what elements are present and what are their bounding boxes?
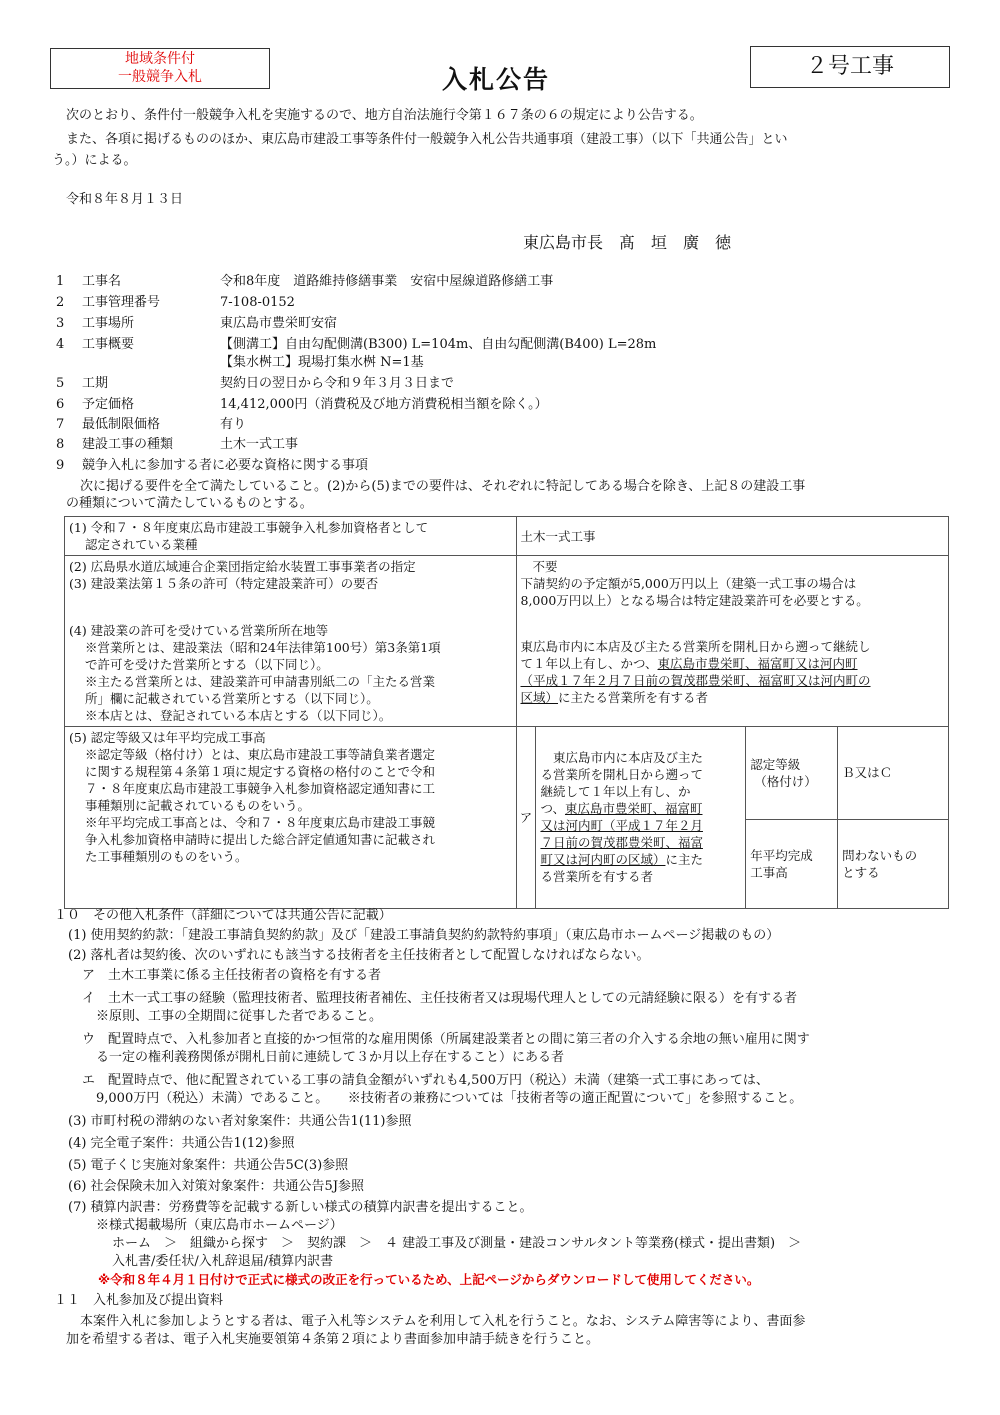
section10-line: 9,000万円（税込）未満）であること。 ※技術者の兼務については「技術者等の適正配置について」を参照すること。 [96, 1091, 803, 1106]
section9-text-1: 次に掲げる要件を全て満たしていること。(2)から(5)までの要件は、それぞれに特記してある場合を除き、上記８の建設工事 [80, 479, 806, 494]
req-3-value-line2: 8,000万円以上）となる場合は特定建設業許可を必要とする。 [520, 593, 869, 608]
table-row [65, 556, 949, 616]
req-5-grade-value: Ｂ又はＣ [838, 726, 949, 819]
req-5-revenue-value: 問わないもの とする [838, 819, 949, 908]
intro-line-2: また、各項に掲げるもののほか、東広島市建設工事等条件付一般競争入札公告共通事項（建設工事）（以下「共通公告」とい [66, 132, 788, 147]
req-5-label: (5) 認定等級又は年平均完成工事高 ※認定等級（格付け）とは、東広島市建設工事等請負業者選定 に関する規程第４条第１項に規定する資格の格付のことで令和 ７・８年度東広島市建設工事競争入札参加資格認定通知書に工 事種類別に記載されているものをいう。 ※年平均完成工事高とは、令和７・８年度東広島市建設工事競 争入札参加資格申請時に提出した総合評定値通知書に記載され た工事種類別のものをいう。 [65, 726, 517, 908]
item-3-label: 工事場所 [82, 316, 135, 331]
condition-badge-line1: 地域条件付 [125, 51, 195, 67]
item-4-num: 4 [56, 337, 65, 352]
table-row [65, 726, 949, 819]
item-5-num: 5 [56, 376, 65, 391]
item-2-num: 2 [56, 295, 65, 310]
req-2-3-label [65, 556, 517, 616]
section10-line: (5) 電子くじ実施対象案件：共通公告5C(3)参照 [68, 1158, 349, 1173]
table-row [65, 517, 949, 556]
item-6-label: 予定価格 [82, 397, 135, 412]
req-5-grade-label: 認定等級 （格付け） [746, 726, 838, 819]
condition-badge-line2: 一般競争入札 [118, 69, 202, 85]
item-1-value: 令和8年度 道路維持修繕事業 安宿中屋線道路修繕工事 [220, 274, 554, 289]
signatory: 東広島市長 髙 垣 廣 徳 [523, 233, 732, 252]
notice-date: 令和８年８月１３日 [66, 192, 184, 207]
item-8-value: 土木一式工事 [220, 437, 299, 452]
item-9-label: 競争入札に参加する者に必要な資格に関する事項 [82, 458, 369, 473]
section10-line: (2) 落札者は契約後、次のいずれにも該当する技術者を主任技術者として配置しなければならない。 [68, 948, 650, 963]
section10-line: ア 土木工事業に係る主任技術者の資格を有する者 [82, 968, 382, 983]
item-6-value: 14,412,000円（消費税及び地方消費税相当額を除く。） [220, 397, 548, 412]
req-5-revenue-label: 年平均完成 工事高 [746, 819, 838, 908]
section11-line: 本案件入札に参加しようとする者は、電子入札等システムを利用して入札を行うこと。なお、システム障害等により、書面参 [80, 1314, 806, 1329]
item-7-label: 最低制限価格 [82, 417, 161, 432]
construction-number-badge: ２号工事 [750, 46, 950, 88]
intro-line-1: 次のとおり、条件付一般競争入札を実施するので、地方自治法施行令第１６７条の６の規定により公告する。 [66, 108, 703, 123]
item-5-label: 工期 [82, 376, 109, 391]
section10-line: ウ 配置時点で、入札参加者と直接的かつ恒常的な雇用関係（所属建設業者との間に第三者の介入する余地の無い雇用に関す [82, 1032, 810, 1047]
item-8-label: 建設工事の種類 [82, 437, 174, 452]
section10-line: ※原則、工事の全期間に従事した者であること。 [96, 1009, 383, 1024]
section11-heading: １１ 入札参加及び提出資料 [54, 1293, 224, 1308]
item-4-value-2: 【集水桝工】現場打集水桝 N=1基 [220, 355, 424, 370]
section10-line: エ 配置時点で、他に配置されている工事の請負金額がいずれも4,500万円（税込）未満（建築一式工事にあっては、 [82, 1073, 769, 1088]
table-row [65, 616, 949, 727]
section9-text-2: の種類について満たしているものとする。 [66, 496, 313, 511]
item-3-value: 東広島市豊栄町安宿 [220, 316, 338, 331]
req-1-value: 土木一式工事 [516, 517, 949, 556]
item-7-num: 7 [56, 417, 65, 432]
req-4-label: (4) 建設業の許可を受けている営業所所在地等 ※営業所とは、建設業法（昭和24年法律第100号）第3条第1項 で許可を受けた営業所とする（以下同じ）。 ※主たる営業所とは、建設業許可申請書別紙二の「主たる営業 所」欄に記載されている営業所とする（以下同じ）。 ※本店とは、登記されている本店とする（以下同じ）。 [65, 616, 517, 727]
requirements-table [64, 516, 949, 909]
req-5-condition: 東広島市内に本店及び主た る営業所を開札日から遡って 継続して１年以上有し、か つ、東広島市豊栄町、福富町 又は河内町（平成１７年２月 ７日前の賀茂郡豊栄町、福富 町又は河内町の区域）に主た る営業所を有する者 [536, 726, 746, 908]
req-2-label: (2) 広島県水道広域連合企業団指定給水装置工事事業者の指定 [69, 559, 416, 574]
section10-line: 入札書/委任状/入札辞退届/積算内訳書 [112, 1254, 334, 1269]
req-3-value-line1: 下請契約の予定額が5,000万円以上（建築一式工事の場合は [520, 576, 857, 591]
section10-heading: １０ その他入札条件（詳細については共通公告に記載） [54, 908, 392, 923]
req-3-label: (3) 建設業法第１５条の許可（特定建設業許可）の要否 [69, 576, 379, 591]
item-7-value: 有り [220, 417, 247, 432]
section10-line: (7) 積算内訳書：労務費等を記載する新しい様式の積算内訳書を提出すること。 [68, 1200, 533, 1215]
section10-line: (4) 完全電子案件：共通公告1(12)参照 [68, 1136, 295, 1151]
item-4-value: 【側溝工】自由勾配側溝(B300) L=104m、自由勾配側溝(B400) L=28m [220, 337, 657, 352]
condition-badge [50, 48, 270, 89]
item-1-label: 工事名 [82, 274, 122, 289]
req-5-marker: ア [516, 726, 536, 908]
section10-line: (3) 市町村税の滞納のない者対象案件：共通公告1(11)参照 [68, 1114, 412, 1129]
req-4-value: 東広島市内に本店及び主たる営業所を開札日から遡って継続し て１年以上有し、かつ、東広島市豊栄町、福富町又は河内町 （平成１７年２月７日前の賀茂郡豊栄町、福富町又は河内町の 区域）に主たる営業所を有する者 [516, 616, 949, 727]
page-title: 入札公告 [442, 65, 551, 94]
intro-line-3: う。）による。 [52, 153, 137, 168]
item-8-num: 8 [56, 437, 65, 452]
section10-line: (1) 使用契約約款：「建設工事請負契約約款」及び「建設工事請負契約約款特約事項」（東広島市ホームページ掲載のもの） [68, 928, 780, 943]
req-2-value: 不要 [532, 559, 558, 574]
item-5-value: 契約日の翌日から令和９年３月３日まで [220, 376, 455, 391]
req-1-label: (1) 令和７・８年度東広島市建設工事競争入札参加資格者として 認定されている業種 [65, 517, 517, 556]
section10-line: ※様式掲載場所（東広島市ホームページ） [96, 1218, 343, 1233]
item-6-num: 6 [56, 397, 65, 412]
item-1-num: 1 [56, 274, 65, 289]
section10-line: (6) 社会保険未加入対策対象案件：共通公告5J参照 [68, 1179, 365, 1194]
red-notice: ※令和８年４月１日付けで正式に様式の改正を行っているため、上記ページからダウンロードして使用してください。 [98, 1272, 760, 1287]
item-2-value: 7-108-0152 [220, 295, 295, 310]
section10-line: る一定の権利義務関係が開札日前に連続して３か月以上存在すること）にある者 [96, 1050, 565, 1065]
section10-line: ホーム ＞ 組織から探す ＞ 契約課 ＞ ４ 建設工事及び測量・建設コンサルタント等業務(様式・提出書類) ＞ [112, 1236, 802, 1251]
section11-line: 加を希望する者は、電子入札実施要領第４条第２項により書面参加申請手続きを行うこと。 [66, 1332, 600, 1347]
item-4-label: 工事概要 [82, 337, 135, 352]
item-2-label: 工事管理番号 [82, 295, 161, 310]
section10-line: イ 土木一式工事の経験（監理技術者、監理技術者補佐、主任技術者又は現場代理人としての元請経験に限る）を有する者 [82, 991, 798, 1006]
item-3-num: 3 [56, 316, 65, 331]
req-2-3-value [516, 556, 949, 616]
item-9-num: 9 [56, 458, 65, 473]
